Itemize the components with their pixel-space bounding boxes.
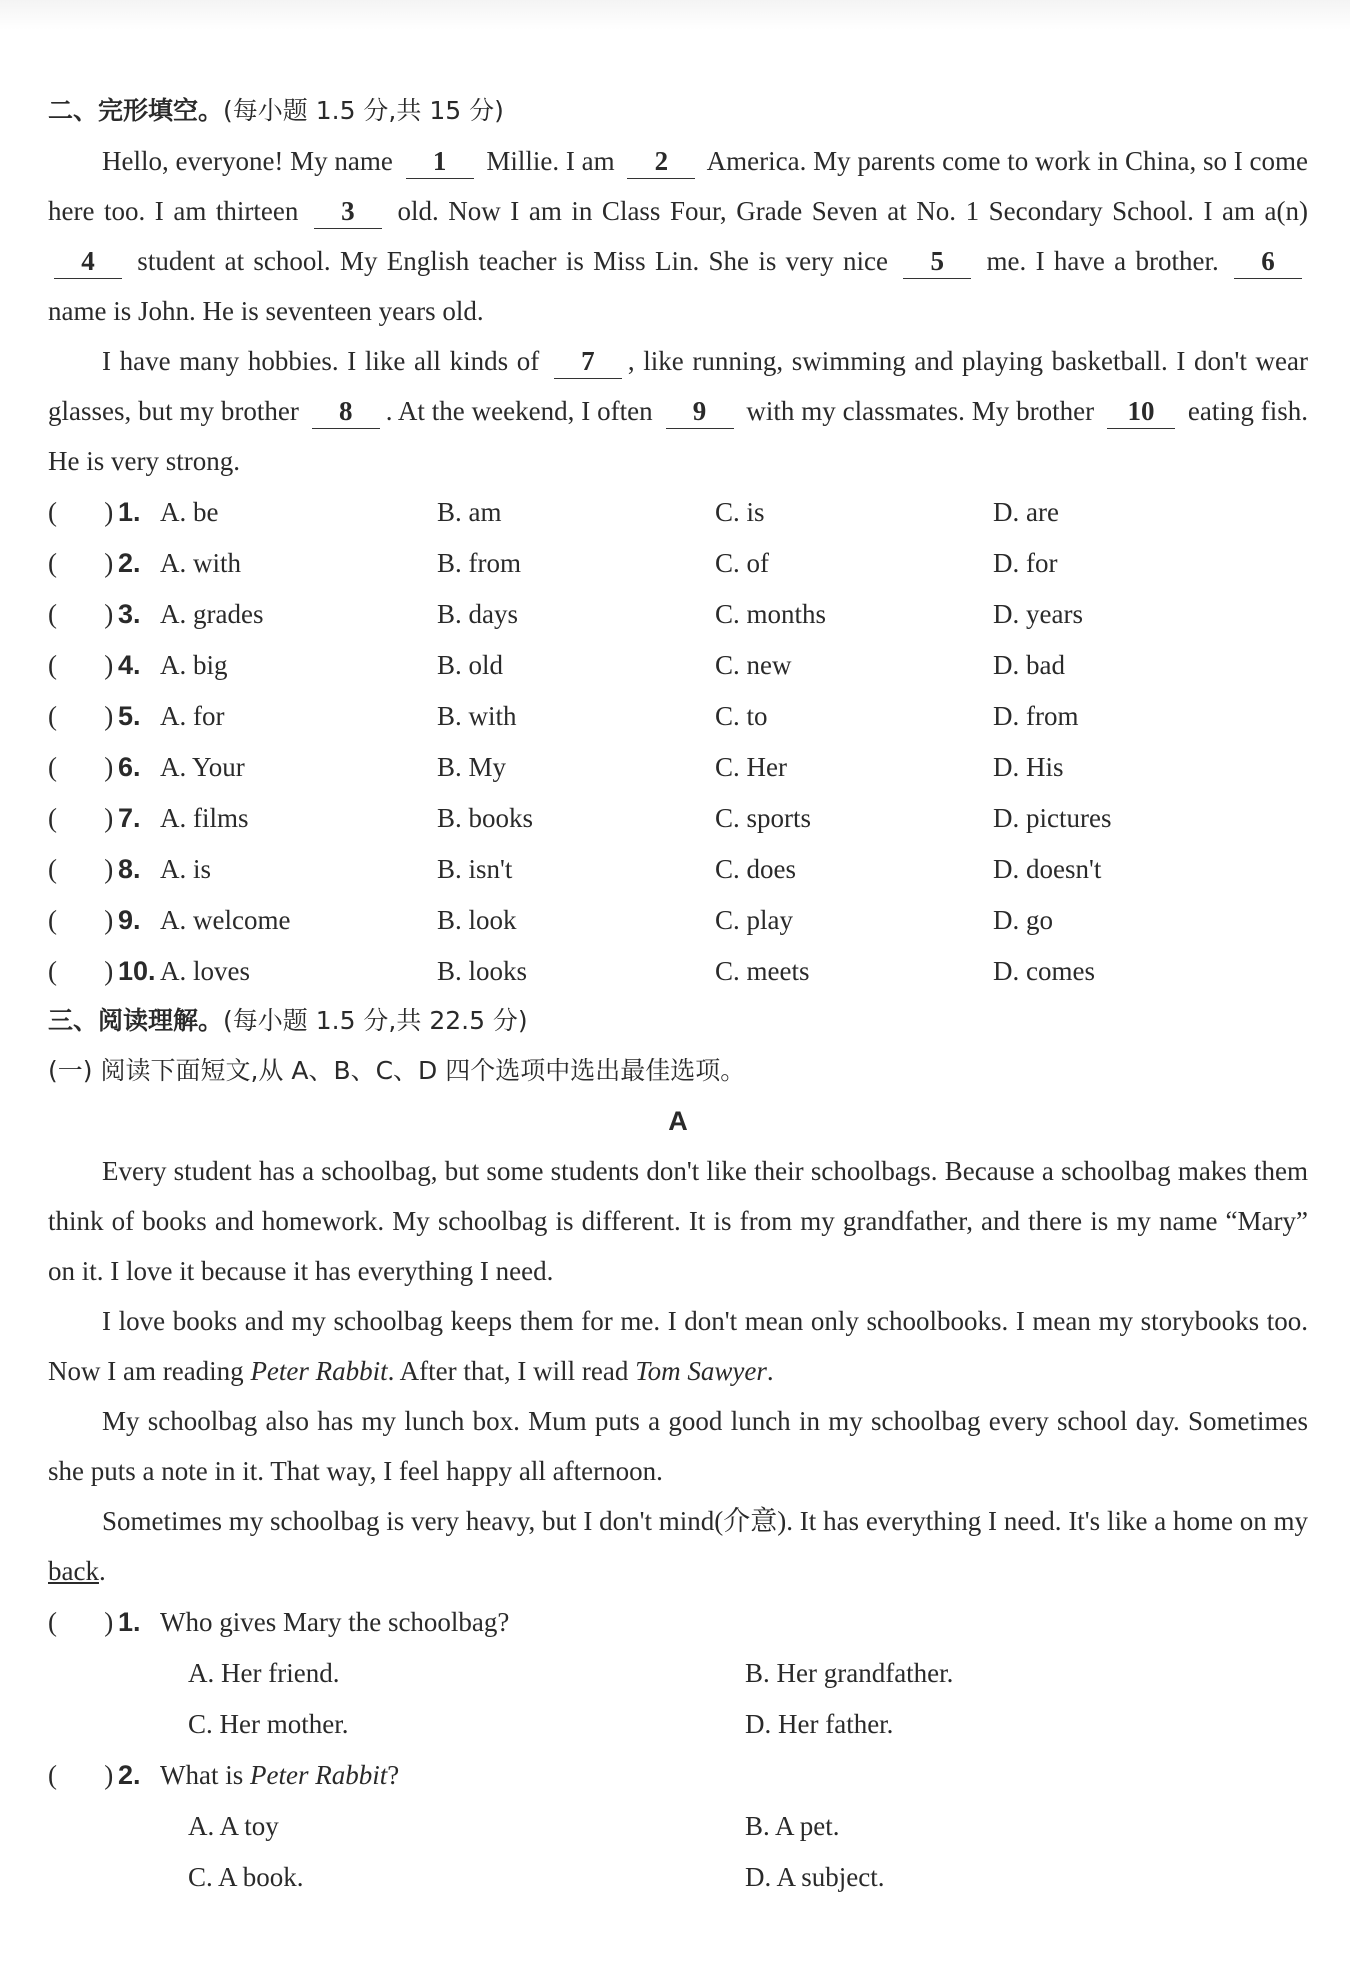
option-d[interactable]: D. from [993,700,1079,731]
option-a[interactable]: A. for [160,700,225,731]
paren: ) [104,1606,114,1637]
text: Millie. I am [479,146,622,176]
passage-paragraph-4 [48,1496,1308,1596]
question-number: 6. [118,751,141,782]
section2-heading [48,86,1308,136]
section3-instruction: (一) 阅读下面短文,从 A、B、C、D 四个选项中选出最佳选项。 [48,1056,746,1085]
option-d[interactable]: D. comes [993,955,1095,986]
option-d[interactable]: D. bad [993,649,1065,680]
paren: ) [104,598,114,629]
option-c[interactable]: C. Her mother. [188,1708,349,1739]
option-a[interactable]: A. loves [160,955,250,986]
paren: ( [48,955,57,986]
option-b[interactable]: B. look [437,904,517,935]
question-text: Who gives Mary the schoolbag? [160,1606,510,1637]
question-number: 2. [118,547,141,578]
paren: ( [48,802,57,833]
section2-note: (每小题 1.5 分,共 15 分) [223,96,504,125]
paren: ) [104,853,114,884]
option-a[interactable]: A. Her friend. [188,1657,340,1688]
option-d[interactable]: D. doesn't [993,853,1102,884]
answer-bracket[interactable] [48,946,118,996]
cloze-question-row [48,894,1308,945]
answer-bracket[interactable] [48,1750,118,1800]
cloze-question-row [48,537,1308,588]
paren: ( [48,547,57,578]
option-d[interactable]: D. His [993,751,1064,782]
question-number: 1. [118,496,141,527]
blank-8[interactable]: 8 [312,394,380,429]
cloze-options [48,486,1308,996]
text: ? [387,1759,400,1790]
option-b[interactable]: B. A pet. [745,1810,840,1841]
option-c[interactable]: C. months [715,598,827,629]
blank-3[interactable]: 3 [314,194,382,229]
section3-heading [48,996,1308,1046]
paren: ) [104,649,114,680]
cloze-question-row [48,588,1308,639]
paren: ) [104,802,114,833]
blank-1[interactable]: 1 [406,144,474,179]
answer-bracket[interactable] [48,742,118,792]
option-b[interactable]: B. looks [437,955,528,986]
text: student at school. My English teacher is Miss Lin. She is very nice [128,246,898,276]
book-title: Peter Rabbit [249,1759,388,1790]
option-d[interactable]: D. go [993,904,1053,935]
answer-bracket[interactable] [48,487,118,537]
paren: ( [48,700,57,731]
question-number: 9. [118,904,141,935]
answer-bracket[interactable] [48,1597,118,1647]
answer-bracket[interactable] [48,538,118,588]
paren: ( [48,751,57,782]
blank-4[interactable]: 4 [54,244,122,279]
paren: ( [48,904,57,935]
text: with my classmates. My brother [739,396,1101,426]
option-c[interactable]: C. sports [715,802,812,833]
option-b[interactable]: B. with [437,700,517,731]
option-d[interactable]: D. pictures [993,802,1112,833]
option-b[interactable]: B. Her grandfather. [745,1657,954,1688]
text: eating fish. He is very strong. [48,396,1308,476]
option-a[interactable]: A. Your [160,751,245,782]
option-a[interactable]: A. is [160,853,212,884]
question-number: 8. [118,853,141,884]
paren: ( [48,649,57,680]
option-d[interactable]: D. years [993,598,1083,629]
text: name is John. He is seventeen years old. [48,296,484,326]
text: old. Now I am in Class Four, Grade Seven at No. 1 Secondary School. I am a(n) [387,196,1308,226]
option-b[interactable]: B. books [437,802,534,833]
paren: ) [104,547,114,578]
option-c[interactable]: C. play [715,904,793,935]
section2-title: 二、完形填空。 [48,96,224,125]
option-a[interactable]: A. welcome [160,904,291,935]
answer-bracket[interactable] [48,895,118,945]
option-c[interactable]: C. of [715,547,769,578]
cloze-paragraph-1 [48,136,1308,336]
book-title: Peter Rabbit [250,1356,388,1386]
paren: ( [48,1759,57,1790]
paren: ) [104,955,114,986]
question-number: 7. [118,802,141,833]
question-text [160,1750,1308,1800]
paren: ) [104,904,114,935]
cloze-paragraph-2 [48,336,1308,486]
worksheet [48,86,1308,1902]
text: . After that, I will read [387,1356,636,1386]
blank-6[interactable]: 6 [1234,244,1302,279]
option-d[interactable]: D. Her father. [745,1708,894,1739]
option-a[interactable]: A. big [160,649,228,680]
paren: ( [48,1606,57,1637]
blank-7[interactable]: 7 [554,344,622,379]
text: What is [160,1759,250,1790]
option-a[interactable]: A. films [160,802,249,833]
question-number: 10. [118,955,156,986]
question-number: 4. [118,649,141,680]
option-d[interactable]: D. for [993,547,1058,578]
option-c[interactable]: C. to [715,700,768,731]
blank-9[interactable]: 9 [666,394,734,429]
answer-bracket[interactable] [48,691,118,741]
question-number: 5. [118,700,141,731]
underlined-word: back [48,1556,99,1586]
answer-bracket[interactable] [48,640,118,690]
text: . [766,1356,774,1386]
option-b[interactable]: B. from [437,547,521,578]
cloze-question-row [48,639,1308,690]
section3-title: 三、阅读理解。 [48,1006,224,1035]
passage-paragraph-3: My schoolbag also has my lunch box. Mum puts a good lunch in my schoolbag every school day. Sometimes she puts a note in it. That way, I feel happy all afternoon. [48,1406,1308,1486]
passage-paragraph-1: Every student has a schoolbag, but some students don't like their schoolbags. Because a schoolbag makes them think of books and homework. My schoolbag is different. It is from my grandfather, and there is my name “Mary” on it. I love it because it has everything I need. [48,1156,1308,1286]
cloze-question-row [48,690,1308,741]
option-c[interactable]: C. new [715,649,792,680]
passage-title: A [668,1106,688,1136]
blank-2[interactable]: 2 [627,144,695,179]
option-d[interactable]: D. are [993,496,1059,527]
text: Hello, everyone! My name [102,146,400,176]
option-b[interactable]: B. days [437,598,518,629]
paren: ) [104,496,114,527]
option-d[interactable]: D. A subject. [745,1861,885,1892]
blank-10[interactable]: 10 [1107,394,1175,429]
blank-5[interactable]: 5 [903,244,971,279]
cloze-question-row [48,792,1308,843]
answer-bracket[interactable] [48,589,118,639]
answer-bracket[interactable] [48,844,118,894]
paren: ) [104,1759,114,1790]
option-a[interactable]: A. grades [160,598,264,629]
option-c[interactable]: C. A book. [188,1861,304,1892]
book-title: Tom Sawyer [635,1356,767,1386]
text: I have many hobbies. I like all kinds of [102,346,548,376]
text: Sometimes my schoolbag is very heavy, but I don't mind(介意). It has everything I need. It's like a home on my [102,1506,1308,1536]
text: America. My parents come to work in China, so I come here too. I am thirteen [48,146,1308,226]
option-b[interactable]: B. My [437,751,507,782]
question-number: 2. [118,1759,141,1790]
option-b[interactable]: B. am [437,496,502,527]
question-number: 1. [118,1606,141,1637]
text: me. I have a brother. [977,246,1229,276]
option-a[interactable]: A. be [160,496,219,527]
option-a[interactable]: A. with [160,547,241,578]
question-2-options-row-2 [48,1851,1308,1902]
text: . [98,1556,106,1586]
option-a[interactable]: A. A toy [188,1810,279,1841]
cloze-question-row [48,945,1308,996]
paren: ( [48,496,57,527]
option-c[interactable]: C. is [715,496,765,527]
option-c[interactable]: C. meets [715,955,810,986]
paren: ) [104,751,114,782]
reading-question-2 [48,1749,1308,1800]
option-b[interactable]: B. isn't [437,853,513,884]
cloze-question-row [48,843,1308,894]
text: I love books and my schoolbag keeps them for me. I don't mean only schoolbooks. I mean my storybooks too. Now I am reading [48,1306,1308,1386]
answer-bracket[interactable] [48,793,118,843]
cloze-question-row [48,741,1308,792]
option-c[interactable]: C. Her [715,751,787,782]
paren: ( [48,853,57,884]
cloze-question-row [48,486,1308,537]
question-number: 3. [118,598,141,629]
text: . At the weekend, I often [385,396,660,426]
option-c[interactable]: C. does [715,853,796,884]
question-1-options-row-1 [48,1647,1308,1698]
question-2-options-row-1 [48,1800,1308,1851]
paren: ) [104,700,114,731]
option-b[interactable]: B. old [437,649,504,680]
reading-question-1 [48,1596,1308,1647]
section3-note: (每小题 1.5 分,共 22.5 分) [223,1006,528,1035]
passage-paragraph-2 [48,1296,1308,1396]
question-1-options-row-2 [48,1698,1308,1749]
text: , like running, swimming and playing basketball. I don't wear glasses, but my brother [48,346,1308,426]
paren: ( [48,598,57,629]
